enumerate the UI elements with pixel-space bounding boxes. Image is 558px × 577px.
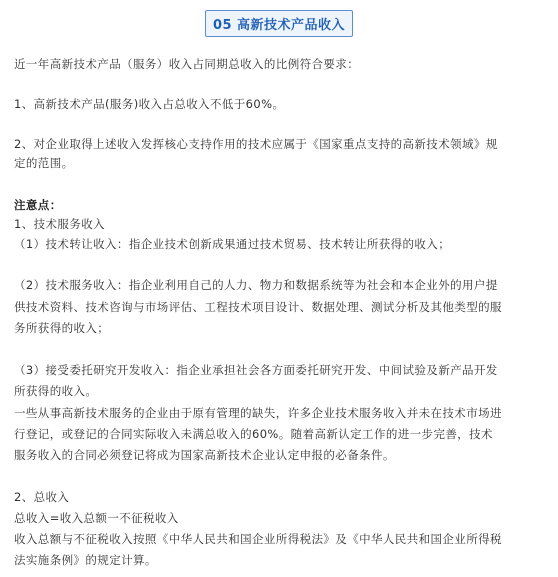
note-2-line-2: 法实施条例》的规定计算。: [14, 553, 157, 567]
intro-line: 近一年高新技术产品（服务）收入占同期总收入的比例符合要求：: [14, 57, 360, 71]
paragraph-line-3: 服务收入的合同必须登记将成为国家高新技术企业认定申报的必备条件。: [14, 448, 395, 462]
section-title: 05 高新技术产品收入: [205, 10, 353, 37]
note-1-item-2-line-2: 供技术资料、技术咨询与市场评估、工程技术项目设计、数据处理、测试分析及其他类型的服: [14, 300, 502, 314]
note-2-heading: 2、总收入: [14, 490, 70, 504]
requirement-2-line-2: 定的范围。: [14, 156, 74, 170]
note-1-item-3-line-2: 所获得的收入。: [14, 384, 98, 398]
note-1-item-1: （1）技术转让收入：指企业技术创新成果通过技术贸易、技术转让所获得的收入；: [14, 237, 451, 251]
note-1-heading: 1、技术服务收入: [14, 217, 106, 231]
note-1-item-2-line-3: 务所获得的收入；: [14, 321, 110, 335]
note-1-item-2-line-1: （2）技术服务收入：指企业利用自己的人力、物力和数据系统等为社会和本企业外的用户提: [14, 278, 498, 292]
note-1-item-3-line-1: （3）接受委托研究开发收入：指企业承担社会各方面委托研究开发、中间试验及新产品开发: [14, 363, 498, 377]
note-2-formula: 总收入=收入总额一不征税收入: [14, 511, 179, 525]
note-2-line-1: 收入总额与不征税收入按照《中华人民共和国企业所得税法》及《中华人民共和国企业所得税: [14, 532, 502, 546]
title-wrap: [0, 10, 558, 37]
requirement-1: 1、高新技术产品(服务)收入占总收入不低于60%。: [14, 97, 285, 111]
requirement-2-line-1: 2、对企业取得上述收入发挥核心支持作用的技术应属于《国家重点支持的高新技术领域》规: [14, 137, 498, 151]
paragraph-line-1: 一些从事高新技术服务的企业由于原有管理的缺失，许多企业技术服务收入并未在技术市场进: [14, 406, 502, 420]
paragraph-line-2: 行登记，或登记的合同实际收入未满总收入的60%。随着高新认定工作的进一步完善，技术: [14, 427, 493, 441]
notes-heading: 注意点：: [14, 198, 62, 212]
